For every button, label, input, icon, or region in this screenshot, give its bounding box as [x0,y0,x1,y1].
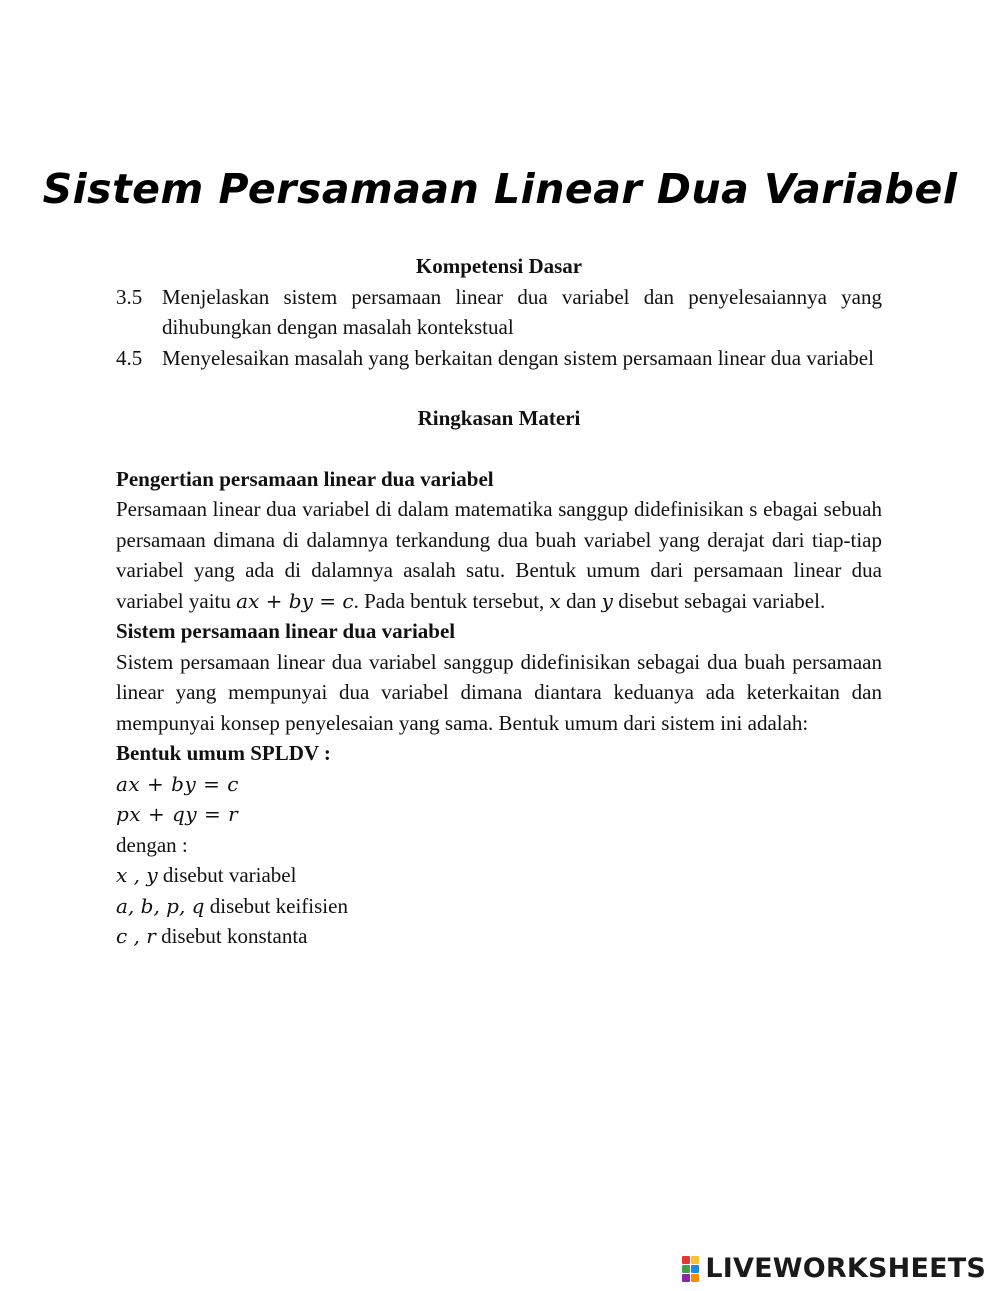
pengertian-text: disebut sebagai variabel. [612,588,826,613]
pengertian-text: Persamaan linear dua variabel di dalam matematika sanggup didefinisikan s ebagai sebuah persamaan dimana di dalamnya terkandung dua buah variabel yang derajat dari tiap-tiap variabel yang ada di dalamnya asalah satu. Bentuk umum dari persamaan linear dua variabel yaitu [116,497,882,613]
definition-line [116,921,882,952]
kompetensi-item [116,282,882,343]
pengertian-text: dan [560,588,602,613]
definition-line [116,860,882,891]
kompetensi-item-text: Menjelaskan sistem persamaan linear dua variabel dan penyelesaiannya yang dihubungkan dengan masalah kontekstual [162,284,882,339]
kompetensi-item-number: 3.5 [116,284,143,309]
variable-x: x [549,588,561,613]
ringkasan-heading: Ringkasan Materi [417,406,581,430]
kompetensi-item-number: 4.5 [116,345,143,370]
variable-y: y [601,588,613,613]
logo-square [691,1256,699,1264]
logo-square [691,1265,699,1273]
logo-square [682,1256,690,1264]
definition-text: disebut konstanta [155,924,308,948]
document-body [116,251,882,952]
bentuk-umum-heading: Bentuk umum SPLDV : [116,741,331,765]
logo-square [682,1274,690,1282]
dengan-label: dengan : [116,832,188,857]
definition-math: a, b, p, q [116,893,205,918]
document-title: Sistem Persamaan Linear Dua Variabel [42,165,958,213]
equation-2: px + qy = r [116,802,239,826]
kompetensi-item [116,343,882,374]
equation-1: ax + by = c [116,771,239,796]
liveworksheets-logo-icon [682,1256,699,1282]
sistem-paragraph: Sistem persamaan linear dua variabel sanggup didefinisikan sebagai dua buah persamaan linear yang mempunyai dua variabel dimana diantara keduanya ada keterkaitan dan mempunyai konsep penyelesaian yang sama. Bentuk umum dari sistem ini adalah: [116,649,882,735]
logo-square [691,1274,699,1282]
pengertian-formula: ax + by = c [236,588,354,613]
definition-math: c , r [116,924,156,948]
kompetensi-heading: Kompetensi Dasar [415,254,583,278]
definition-text: disebut variabel [157,863,297,887]
pengertian-text: . Pada bentuk tersebut, [353,588,550,613]
kompetensi-item-text: Menyelesaikan masalah yang berkaitan dengan sistem persamaan linear dua variabel [162,345,874,370]
sistem-heading: Sistem persamaan linear dua variabel [116,619,456,643]
liveworksheets-brand[interactable] [682,1253,986,1284]
pengertian-paragraph [116,494,882,616]
brand-name: LIVEWORKSHEETS [705,1253,986,1284]
definition-line [116,891,882,922]
definition-math: x , y [116,863,158,887]
definition-text: disebut keifisien [204,893,348,918]
logo-square [682,1265,690,1273]
pengertian-heading: Pengertian persamaan linear dua variabel [116,466,494,491]
